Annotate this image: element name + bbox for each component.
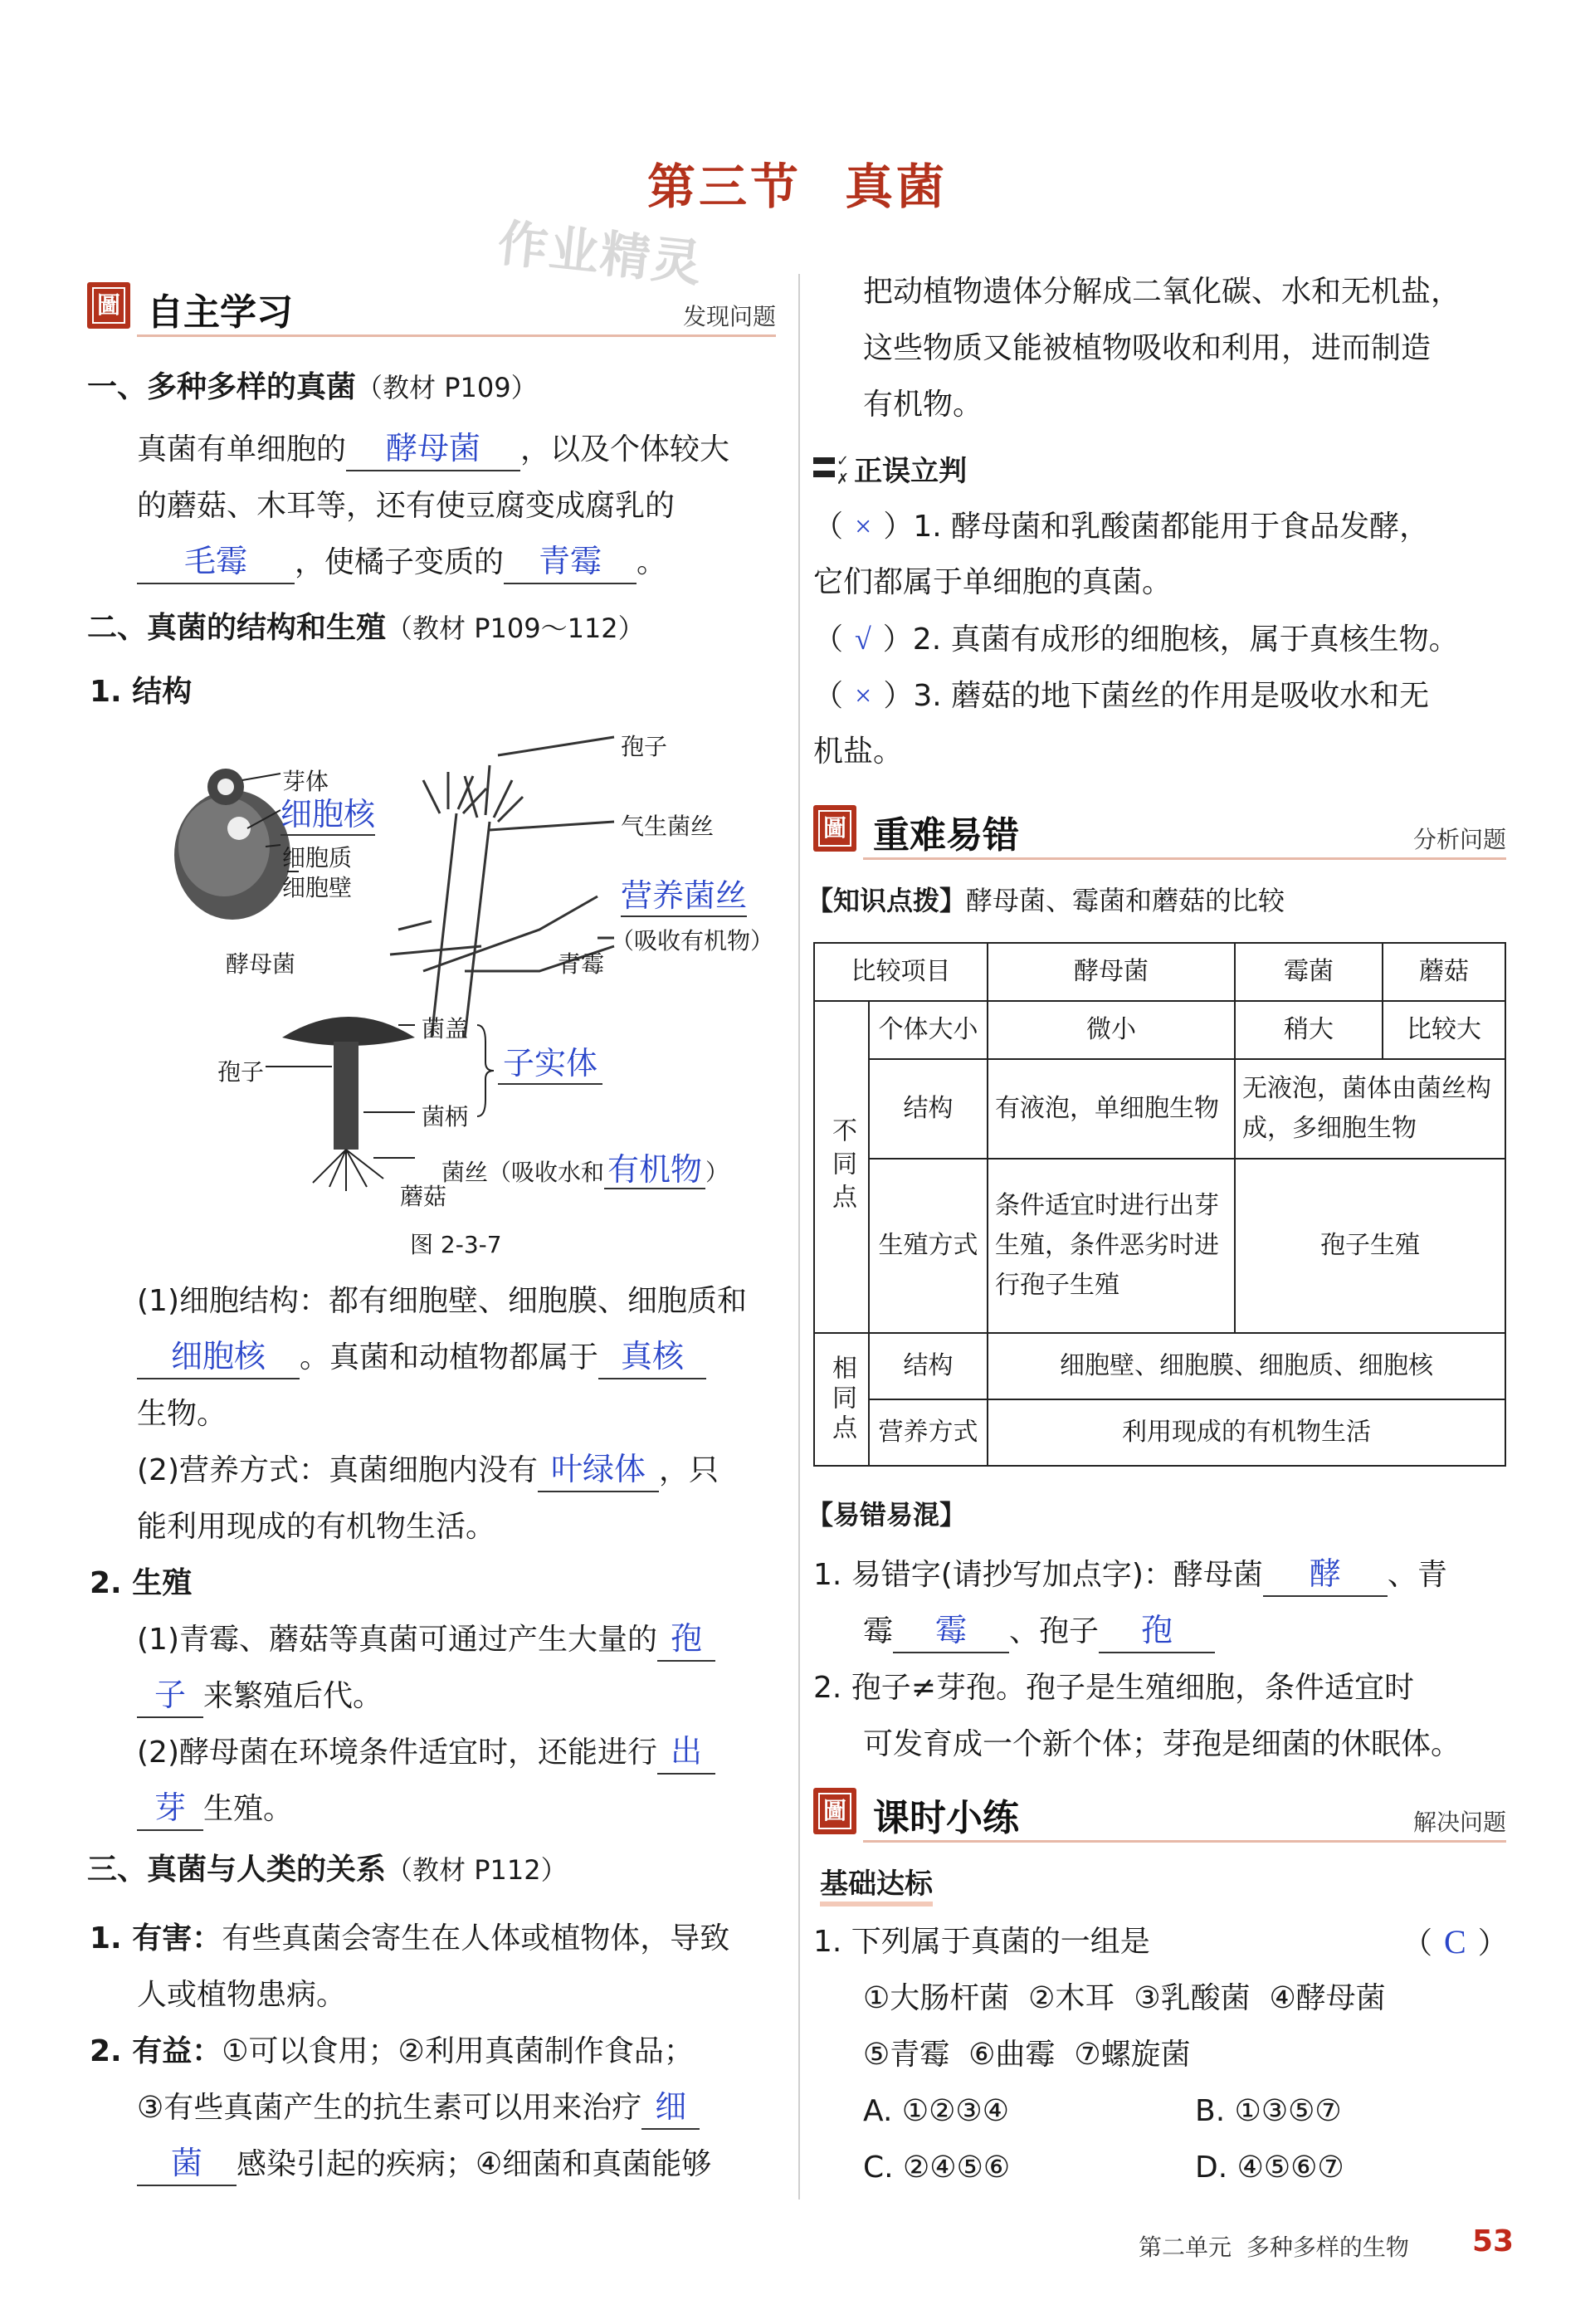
benefit-line3: 菌 感染引起的疾病；④细菌和真菌能够 [137, 2136, 711, 2193]
knowledge-tip: 【知识点拨】酵母菌、霉菌和蘑菇的比较 [807, 885, 1285, 916]
section-underline [137, 334, 776, 337]
harm-line2: 人或植物患病。 [137, 1978, 347, 2012]
judge-item-2: （ √ ）2. 真菌有成形的细胞核，属于真核生物。 [813, 622, 1459, 657]
label-absorb-organic: （吸收有机物） [611, 927, 774, 954]
blank-penicillium: 青霉 [504, 541, 637, 584]
row-group-same: 相同点 [814, 1333, 869, 1466]
self-study-header [87, 279, 776, 337]
book-icon: 圖 [87, 282, 130, 329]
cell-reproduction-yeast: 条件适宜时进行出芽生殖，条件恶劣时进行孢子生殖 [988, 1159, 1235, 1333]
answer-q1: C [1444, 1923, 1466, 1960]
judge-mark-1: × [855, 510, 872, 543]
repro-line2: 子 来繁殖后代。 [137, 1668, 383, 1725]
continued-line1: 把动植物遗体分解成二氧化碳、水和无机盐， [863, 275, 1461, 309]
row-label-same-structure: 结构 [869, 1333, 988, 1399]
basic-level-label: 基础达标 [820, 1861, 933, 1907]
row-group-different: 不同点 [814, 1001, 869, 1333]
error-prone-label: 【易错易混】 [807, 1499, 967, 1531]
continued-line2: 这些物质又能被植物吸收和利用，进而制造 [863, 331, 1432, 365]
q1-options-line2: ⑤青霉 ⑥曲霉 ⑦螺旋菌 [863, 2038, 1191, 2072]
heading-1: 一、多种多样的真菌（教材 P109） [87, 370, 538, 404]
q1-options-line1: ①大肠杆菌 ②木耳 ③乳酸菌 ④酵母菌 [863, 1981, 1386, 2015]
label-mushroom-spore: 孢子 [217, 1058, 265, 1086]
label-bud: 芽体 [282, 768, 329, 795]
book-icon: 圖 [813, 1788, 856, 1834]
heading-3: 三、真菌与人类的关系（教材 P112） [87, 1853, 568, 1887]
cell-same-structure: 细胞壁、细胞膜、细胞质、细胞核 [988, 1333, 1505, 1399]
svg-text:✓: ✓ [837, 452, 850, 470]
continued-line3: 有机物。 [863, 388, 983, 422]
label-cap: 菌盖 [422, 1015, 469, 1042]
s1-line1: 真菌有单细胞的 酵母菌 ，以及个体较大 [137, 422, 729, 478]
harm-line1: 1. 有害：有些真菌会寄生在人体或植物体，导致 [90, 1921, 730, 1955]
cell-structure-yeast: 有液泡，单细胞生物 [988, 1059, 1235, 1159]
page-number: 53 [1472, 2224, 1515, 2258]
label-cell-wall: 细胞壁 [282, 874, 353, 901]
choice-c[interactable]: C. ②④⑤⑥ [863, 2151, 1011, 2185]
cell-same-nutrition: 利用现成的有机物生活 [988, 1399, 1505, 1466]
section-name: 自主学习 [147, 291, 293, 334]
blank-spore-1: 孢 [657, 1618, 715, 1662]
blank-spore-2: 子 [137, 1675, 203, 1718]
watermark: 作业精灵 [495, 214, 706, 294]
blank-nucleus: 细胞核 [280, 788, 375, 836]
item-structure: 1. 结构 [90, 675, 193, 709]
cell-reproduction-mold-mushroom: 孢子生殖 [1235, 1159, 1505, 1333]
blank-organic: 有机物 [604, 1153, 705, 1189]
nutrition-line1: (2)营养方式：真菌细胞内没有 叶绿体 ，只 [137, 1443, 719, 1499]
table-header-mold: 霉菌 [1235, 943, 1383, 1001]
choice-b[interactable]: B. ①③⑤⑦ [1195, 2094, 1342, 2128]
blank-bacteria-1: 细 [641, 2087, 700, 2130]
row-label-reproduction: 生殖方式 [869, 1159, 988, 1333]
section-underline [863, 857, 1506, 860]
section-tag: 发现问题 [682, 303, 776, 330]
table-header-yeast: 酵母菌 [988, 943, 1235, 1001]
judge-item-3-cont: 机盐。 [813, 735, 904, 769]
error-item-1: 1. 易错字(请抄写加点字)：酵母菌 酵 、青 [813, 1547, 1447, 1604]
cell-size-mold: 稍大 [1235, 1001, 1383, 1059]
blank-bud-1: 出 [657, 1731, 715, 1775]
blank-char-jiao: 酵 [1263, 1554, 1388, 1597]
label-mold-spore: 孢子 [621, 733, 668, 760]
comparison-table [813, 942, 1506, 1467]
mold-drawing [390, 737, 614, 1038]
label-yeast: 酵母菌 [226, 950, 296, 978]
section-tag: 解决问题 [1412, 1809, 1506, 1836]
blank-bacteria-2: 菌 [137, 2143, 237, 2186]
cell-structure-line1: (1)细胞结构：都有细胞壁、细胞膜、细胞质和 [137, 1284, 748, 1318]
choice-a[interactable]: A. ①②③④ [863, 2094, 1009, 2128]
cell-size-yeast: 微小 [988, 1001, 1235, 1059]
row-label-structure: 结构 [869, 1059, 988, 1159]
label-cytoplasm: 细胞质 [282, 844, 353, 872]
true-false-icon [813, 451, 850, 487]
svg-text:✗: ✗ [837, 470, 850, 487]
blank-yeast: 酵母菌 [346, 428, 520, 471]
title-section: 第三节 [646, 159, 802, 215]
s1-line2: 的蘑菇、木耳等，还有使豆腐变成腐乳的 [137, 489, 676, 523]
error-item-1-cont: 霉 霉 、孢子 孢 [863, 1604, 1215, 1660]
practice-header [813, 1784, 1506, 1843]
table-header-mushroom: 蘑菇 [1383, 943, 1505, 1001]
blank-chloroplast: 叶绿体 [538, 1449, 659, 1492]
repro-line3: (2)酵母菌在环境条件适宜时，还能进行 出 [137, 1725, 715, 1781]
error-item-2-cont: 可发育成一个新个体；芽孢是细菌的休眠体。 [863, 1727, 1461, 1761]
item-reproduction: 2. 生殖 [90, 1566, 193, 1600]
judge-item-3: （ × ）3. 蘑菇的地下菌丝的作用是吸收水和无 [813, 679, 1430, 713]
blank-char-mei: 霉 [893, 1610, 1009, 1653]
difficult-header [813, 802, 1506, 860]
row-label-size: 个体大小 [869, 1001, 988, 1059]
column-divider [798, 274, 800, 2200]
heading-2: 二、真菌的结构和生殖（教材 P109～112） [87, 611, 645, 645]
judge-mark-2: √ [855, 622, 871, 656]
section-tag: 分析问题 [1412, 826, 1506, 853]
footer-unit: 第二单元 多种多样的生物 [1139, 2234, 1409, 2261]
judge-mark-3: × [855, 679, 872, 712]
question-1: 1. 下列属于真菌的一组是 [813, 1925, 1150, 1959]
label-penicillium: 青霉 [558, 950, 605, 978]
cell-structure-mold-mushroom: 无液泡，菌体由菌丝构成，多细胞生物 [1235, 1059, 1505, 1159]
judge-title: 正误立判 [854, 455, 968, 488]
judge-header [813, 448, 967, 489]
title-topic: 真菌 [845, 159, 949, 215]
page-title [0, 148, 1595, 217]
figure-caption: 图 2-3-7 [410, 1231, 502, 1258]
s1-line3: 毛霉 ，使橘子变质的 青霉 。 [137, 535, 666, 591]
label-mushroom: 蘑菇 [400, 1183, 447, 1210]
blank-eukaryote: 真核 [598, 1336, 706, 1379]
book-icon: 圖 [813, 805, 856, 852]
blank-bud-2: 芽 [137, 1788, 203, 1831]
label-hypha-line: 菌丝（吸收水和 有机物 ） [441, 1153, 729, 1188]
section-underline [863, 1840, 1506, 1843]
answer-paren: （ C ） [1402, 1923, 1508, 1960]
blank-fruiting-body: 子实体 [498, 1038, 602, 1085]
repro-line4: 芽 生殖。 [137, 1781, 293, 1838]
error-item-2: 2. 孢子≠芽孢。孢子是生殖细胞，条件适宜时 [813, 1671, 1414, 1705]
judge-item-1: （ × ）1. 酵母菌和乳酸菌都能用于食品发酵， [813, 510, 1430, 544]
blank-nutrient-hypha: 营养菌丝 [621, 870, 747, 917]
blank-char-bao: 孢 [1099, 1610, 1215, 1653]
table-header-item: 比较项目 [814, 943, 988, 1001]
judge-item-1-cont: 它们都属于单细胞的真菌。 [813, 565, 1173, 599]
label-aerial-hypha: 气生菌丝 [621, 813, 715, 840]
label-stalk: 菌柄 [422, 1103, 469, 1130]
nutrition-line2: 能利用现成的有机物生活。 [137, 1510, 496, 1544]
section-name: 课时小练 [873, 1797, 1019, 1839]
row-label-nutrition: 营养方式 [869, 1399, 988, 1466]
blank-cell-nucleus: 细胞核 [137, 1336, 300, 1379]
benefit-line2: ③有些真菌产生的抗生素可以用来治疗 细 [137, 2080, 700, 2136]
cell-structure-line2: 细胞核 。真菌和动植物都属于 真核 [137, 1330, 706, 1386]
cell-size-mushroom: 比较大 [1383, 1001, 1505, 1059]
cell-structure-line3: 生物。 [137, 1397, 227, 1431]
repro-line1: (1)青霉、蘑菇等真菌可通过产生大量的 孢 [137, 1612, 715, 1668]
benefit-line1: 2. 有益：①可以食用；②利用真菌制作食品； [90, 2034, 694, 2068]
blank-mucor: 毛霉 [137, 541, 295, 584]
choice-d[interactable]: D. ④⑤⑥⑦ [1195, 2151, 1344, 2185]
section-name: 重难易错 [873, 814, 1019, 857]
